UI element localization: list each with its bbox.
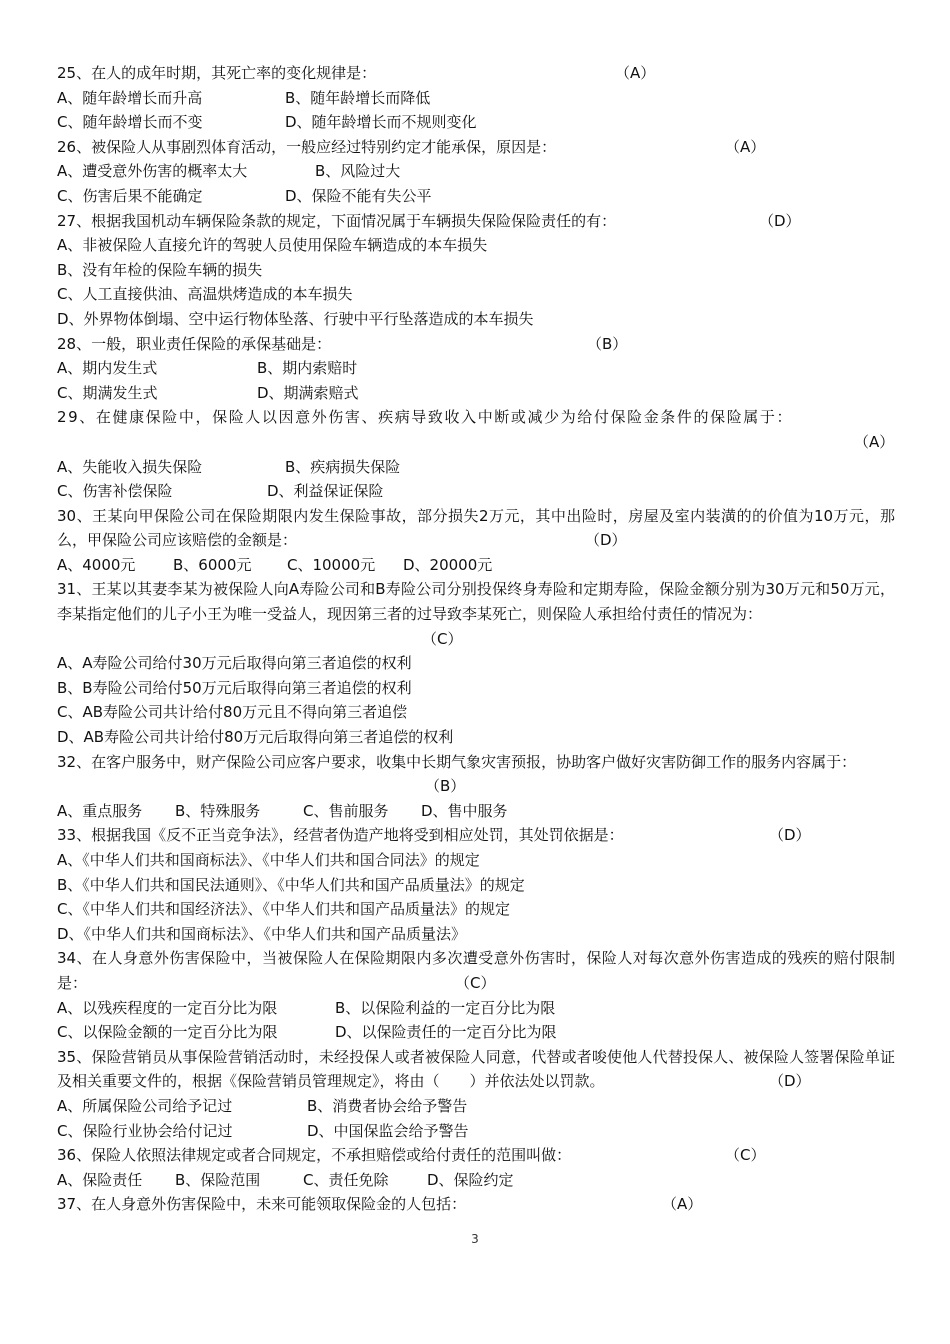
option-c: C、售前服务 [303, 801, 389, 820]
option-a: A、期内发生式 [57, 359, 158, 378]
option-a: A、所属保险公司给予记过 [57, 1096, 233, 1115]
option-b: B、B寿险公司给付50万元后取得向第三者追偿的权利 [57, 678, 412, 697]
option-a: A、4000元 [57, 555, 136, 574]
option-b: B、随年龄增长而降低 [285, 88, 431, 107]
question-27 [57, 209, 895, 234]
options-row [57, 479, 895, 504]
option-c: C、责任免除 [303, 1170, 389, 1189]
question-text: 29、在健康保险中，保险人以因意外伤害、疾病导致收入中断或减少为给付保险金条件的保险属于： [57, 408, 794, 427]
option-b: B、疾病损失保险 [285, 457, 401, 476]
question-list [57, 61, 895, 1217]
option-d: D、AB寿险公司共计给付80万元后取得向第三者追偿的权利 [57, 728, 454, 747]
option-b: B、特殊服务 [175, 801, 261, 820]
answer-key: （C） [725, 1146, 766, 1165]
option-c: C、10000元 [287, 555, 376, 574]
question-text: 31、王某以其妻李某为被保险人向A寿险公司和B寿险公司分别投保终身寿险和定期寿险，保险金额分别为30万元和50万元，李某指定他们的儿子小王为唯一受益人，现因第三者的过导致李某死亡，则保险人承担给付责任的情况为： [57, 580, 895, 624]
option-c: C、《中华人们共和国经济法》、《中华人们共和国产品质量法》的规定 [57, 900, 510, 919]
question-28 [57, 332, 895, 357]
option-a: A、遭受意外伤害的概率太大 [57, 162, 248, 181]
question-36 [57, 1143, 895, 1168]
question-text: 25、在人的成年时期，其死亡率的变化规律是： [57, 64, 377, 82]
answer-key: （D） [585, 531, 627, 550]
option-c: C、伤害补偿保险 [57, 482, 173, 501]
options-row [57, 381, 895, 406]
option-b: B、没有年检的保险车辆的损失 [57, 260, 263, 279]
options-row [57, 455, 895, 480]
answer-key: （A） [854, 432, 895, 451]
question-30 [57, 504, 895, 553]
answer-key: （D） [769, 1072, 811, 1091]
question-text: 37、在人身意外伤害保险中，未来可能领取保险金的人包括： [57, 1195, 467, 1214]
option-c: C、伤害后果不能确定 [57, 186, 203, 205]
option-b: B、6000元 [173, 555, 252, 574]
options-row [57, 159, 895, 184]
option-d: D、外界物体倒塌、空中运行物体坠落、行驶中平行坠落造成的本车损失 [57, 309, 534, 328]
option-a: A、A寿险公司给付30万元后取得向第三者追偿的权利 [57, 654, 412, 673]
question-text: 36、保险人依照法律规定或者合同规定，不承担赔偿或给付责任的范围叫做： [57, 1146, 572, 1165]
option-d: D、中国保监会给予警告 [307, 1121, 469, 1140]
question-35 [57, 1045, 895, 1094]
question-33 [57, 823, 895, 848]
option-c: C、以保险金额的一定百分比为限 [57, 1023, 278, 1042]
option-d: D、以保险责任的一定百分比为限 [335, 1023, 557, 1042]
question-text: 28、一般，职业责任保险的承保基础是： [57, 334, 332, 353]
option-d: D、保险约定 [427, 1170, 514, 1189]
question-text: 26、被保险人从事剧烈体育活动，一般应经过特别约定才能承保，原因是： [57, 137, 557, 156]
question-text: 35、保险营销员从事保险营销活动时，未经投保人或者被保险人同意，代替或者唆使他人代替投保人、被保险人签署保险单证及相关重要文件的，根据《保险营销员管理规定》，将由（ ）并依法处以罚款。 [57, 1047, 895, 1091]
options-row [57, 1168, 895, 1193]
option-c: C、保险行业协会给付记过 [57, 1121, 233, 1140]
option-a: A、非被保险人直接允许的驾驶人员使用保险车辆造成的本车损失 [57, 236, 488, 255]
question-37 [57, 1192, 895, 1217]
page-number: 3 [471, 1232, 479, 1246]
option-b: B、《中华人们共和国民法通则》、《中华人们共和国产品质量法》的规定 [57, 875, 525, 894]
question-29 [57, 405, 895, 430]
option-b: B、以保险利益的一定百分比为限 [335, 998, 556, 1017]
answer-row [57, 430, 895, 455]
question-text: 33、根据我国《反不正当竞争法》，经营者伪造产地将受到相应处罚，其处罚依据是： [57, 826, 624, 845]
option-d: D、随年龄增长而不规则变化 [285, 113, 477, 132]
option-b: B、保险范围 [175, 1170, 261, 1189]
option-d: D、期满索赔式 [257, 383, 359, 402]
options-row [57, 356, 895, 381]
question-text: 32、在客户服务中，财产保险公司应客户要求，收集中长期气象灾害预报，协助客户做好灾害防御工作的服务内容属于： [57, 752, 857, 771]
question-text: 34、在人身意外伤害保险中，当被保险人在保险期限内多次遭受意外伤害时，保险人对每次意外伤害造成的残疾的赔付限制是： [57, 949, 895, 992]
answer-key: （D） [759, 211, 801, 230]
option-c: C、AB寿险公司共计给付80万元且不得向第三者追偿 [57, 703, 408, 722]
question-34 [57, 946, 895, 995]
question-text: 30、王某向甲保险公司在保险期限内发生保险事故，部分损失2万元，其中出险时，房屋及室内装潢的的价值为10万元，那么，甲保险公司应该赔偿的金额是： [57, 506, 895, 550]
option-b: B、消费者协会给予警告 [307, 1096, 468, 1115]
answer-key: （C） [422, 629, 463, 648]
options-row [57, 553, 895, 578]
option-d: D、20000元 [403, 555, 493, 574]
options-row [57, 1094, 895, 1119]
options-row [57, 1119, 895, 1144]
option-a: A、失能收入损失保险 [57, 457, 203, 476]
option-a: A、以残疾程度的一定百分比为限 [57, 998, 278, 1017]
options-row [57, 799, 895, 824]
question-31 [57, 577, 895, 651]
option-d: D、保险不能有失公平 [285, 186, 432, 205]
answer-key: （B） [425, 777, 466, 796]
answer-key: （B） [587, 334, 628, 353]
option-c: C、随年龄增长而不变 [57, 113, 203, 132]
options-row [57, 86, 895, 111]
question-32 [57, 750, 895, 799]
option-b: B、期内索赔时 [257, 359, 358, 378]
options-row [57, 1020, 895, 1045]
answer-key: （D） [769, 826, 811, 845]
option-c: C、期满发生式 [57, 383, 158, 402]
option-a: A、随年龄增长而升高 [57, 88, 203, 107]
option-d: D、利益保证保险 [267, 482, 384, 501]
answer-key: （A） [725, 137, 766, 156]
question-26 [57, 135, 895, 160]
option-d: D、《中华人们共和国商标法》、《中华人们共和国产品质量法》 [57, 924, 467, 943]
question-25 [57, 61, 895, 86]
options-row [57, 184, 895, 209]
question-text: 27、根据我国机动车辆保险条款的规定，下面情况属于车辆损失保险保险责任的有： [57, 211, 617, 230]
answer-key: （A） [615, 64, 656, 82]
options-row [57, 996, 895, 1021]
option-a: A、《中华人们共和国商标法》、《中华人们共和国合同法》的规定 [57, 851, 480, 870]
option-d: D、售中服务 [421, 801, 508, 820]
option-c: C、人工直接供油、高温烘烤造成的本车损失 [57, 285, 353, 304]
option-b: B、风险过大 [315, 162, 401, 181]
answer-key: （A） [662, 1195, 703, 1214]
options-row [57, 110, 895, 135]
answer-key: （C） [455, 973, 496, 992]
option-a: A、重点服务 [57, 801, 143, 820]
option-a: A、保险责任 [57, 1170, 143, 1189]
